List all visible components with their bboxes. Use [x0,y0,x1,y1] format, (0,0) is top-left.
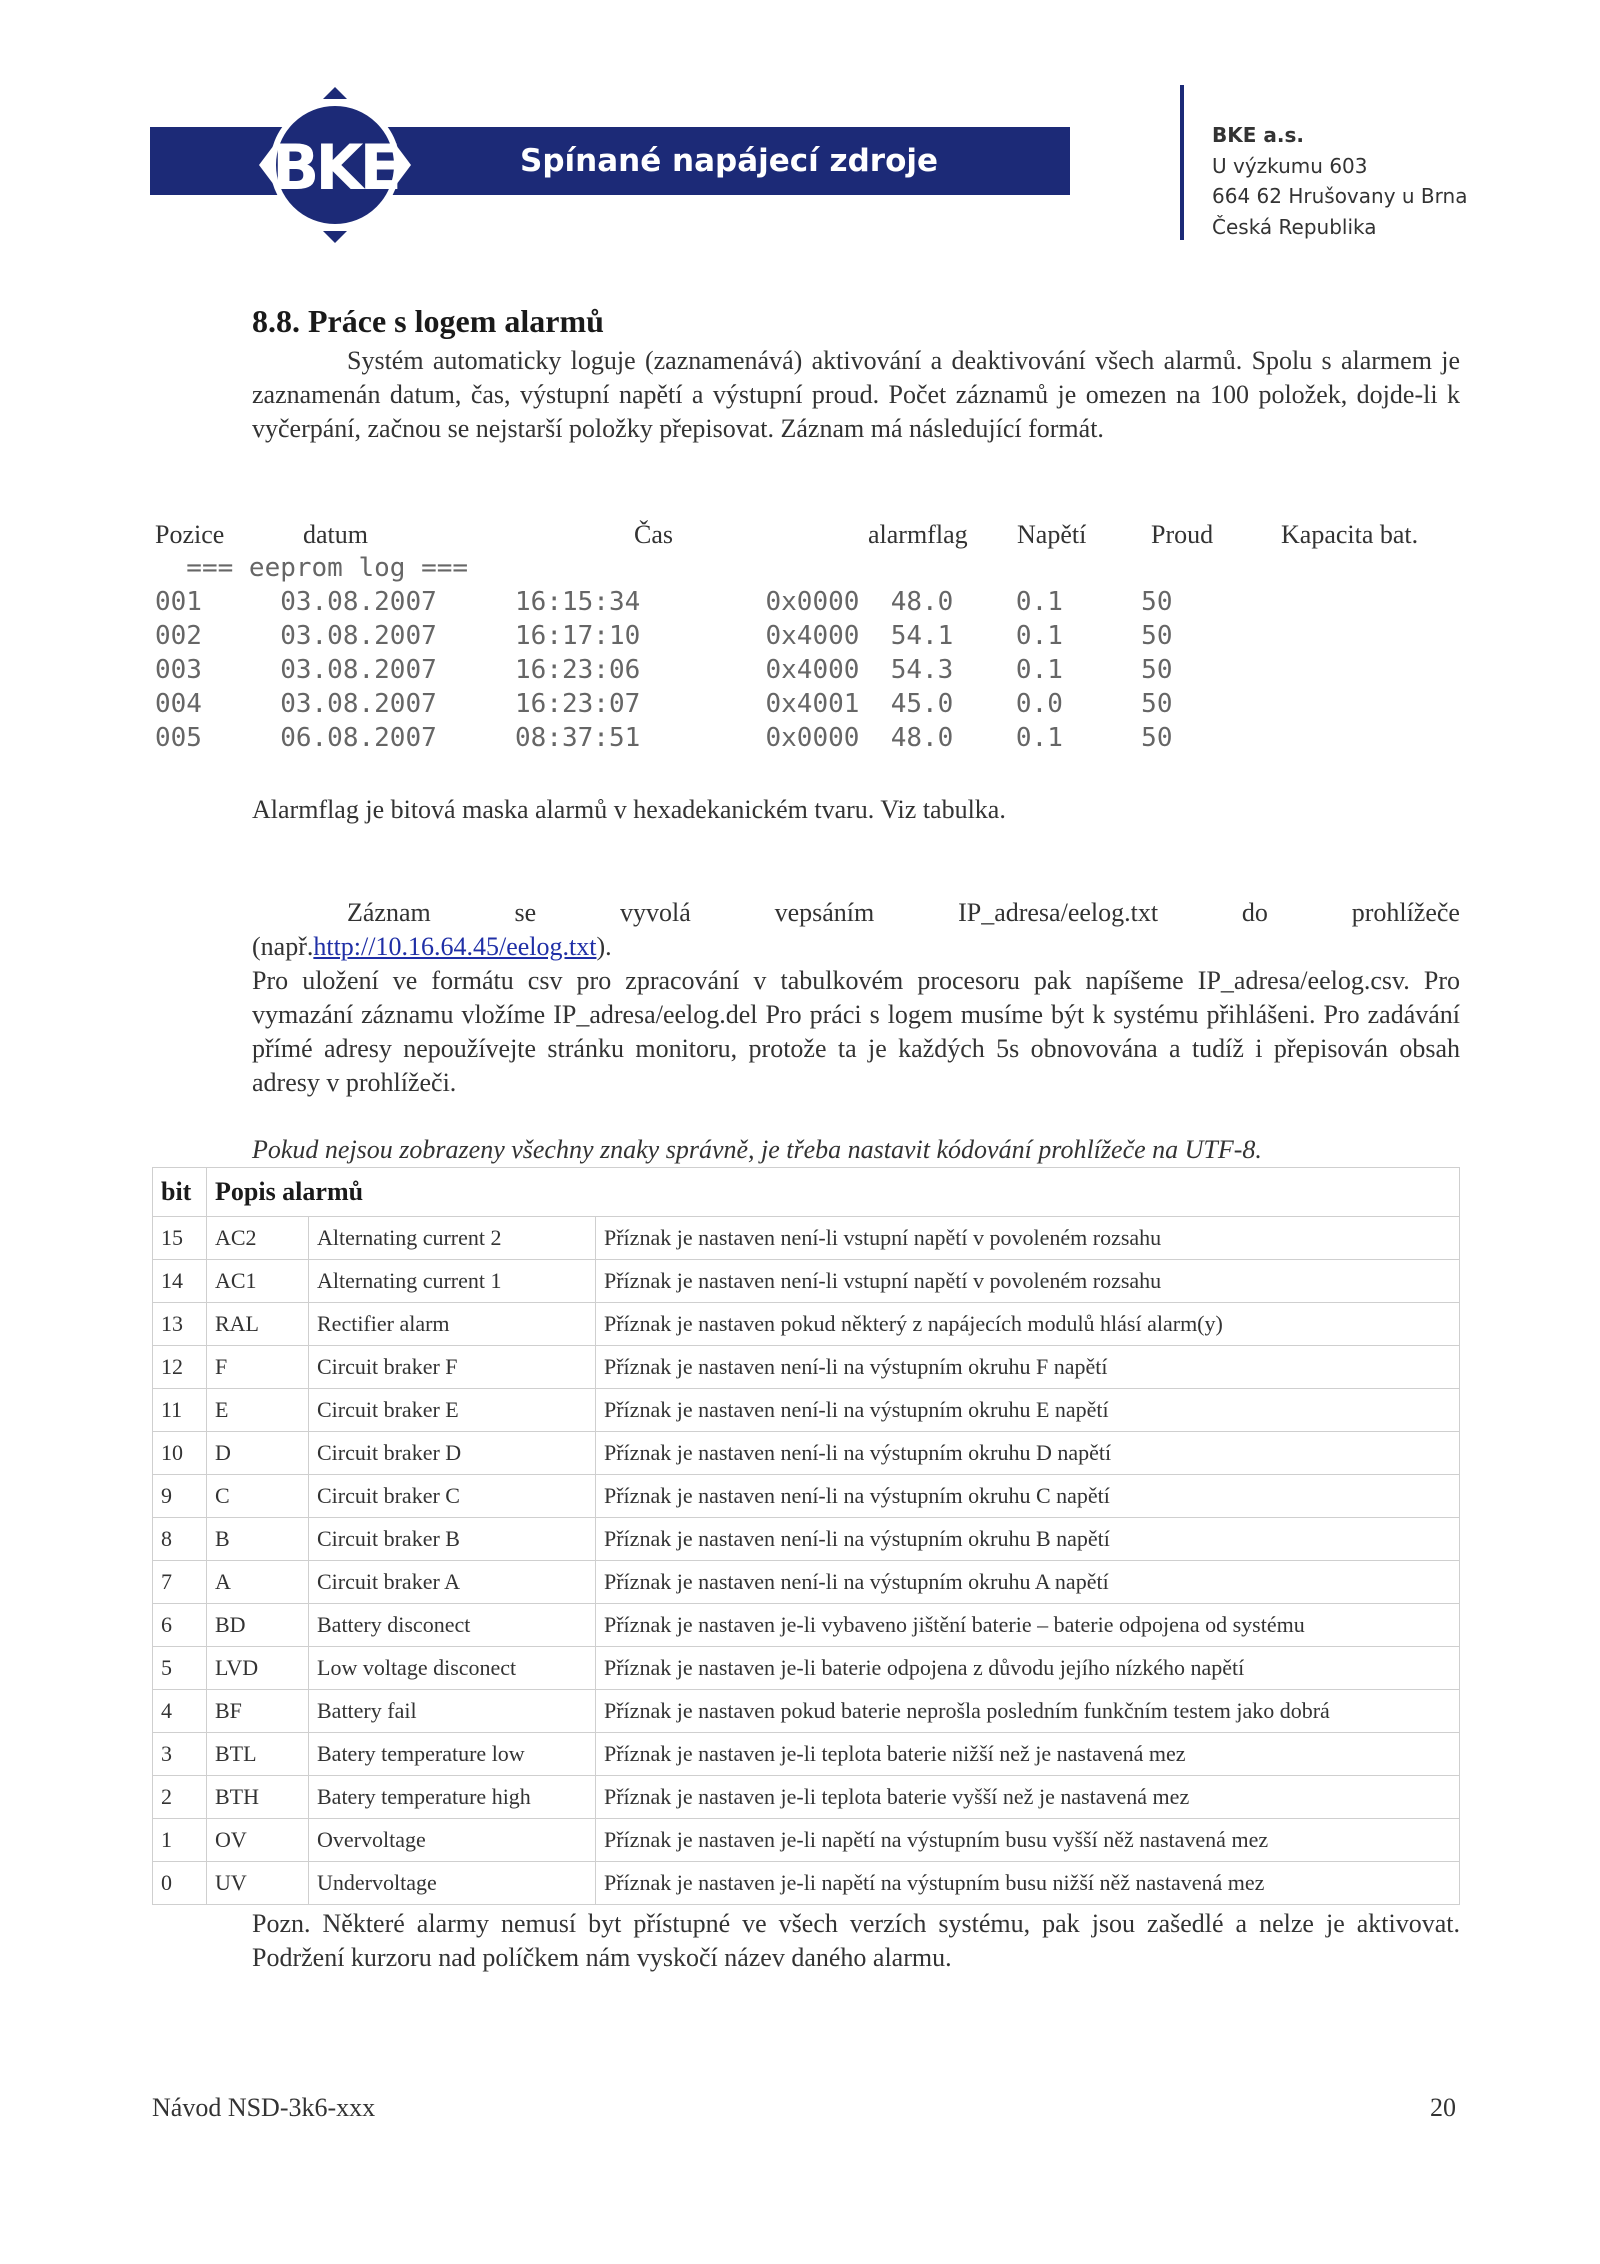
alarm-row [153,1475,1460,1518]
encoding-note: Pokud nejsou zobrazeny všechny znaky správně, je třeba nastavit kódování prohlížeče na UTF-8. [252,1135,1262,1164]
log-row: 001 03.08.2007 16:15:34 0x0000 48.0 0.1 50 [155,587,1173,617]
record-call-paragraph [252,896,1460,1100]
alarm-code: D [207,1432,309,1475]
alarmflag-note: Alarmflag je bitová maska alarmů v hexadekanickém tvaru. Viz tabulka. [252,795,1006,824]
log-header-alarmflag: alarmflag [868,520,968,549]
footer-document-name: Návod NSD-3k6-xxx [152,2093,376,2122]
alarm-description: Příznak je nastaven pokud některý z napájecích modulů hlásí alarm(y) [596,1303,1460,1346]
word: prohlížeče [1351,898,1460,927]
log-banner: === eeprom log === [155,553,469,583]
alarm-description: Příznak je nastaven je-li baterie odpojena z důvodu jejího nízkého napětí [596,1647,1460,1690]
alarm-code: E [207,1389,309,1432]
example-suffix: ). [596,932,612,961]
alarm-code: AC2 [207,1217,309,1260]
alarm-row [153,1389,1460,1432]
header-description: Popis alarmů [207,1168,596,1217]
alarm-name: Circuit braker F [309,1346,596,1389]
word: IP_adresa/eelog.txt [958,898,1159,927]
alarm-row [153,1217,1460,1260]
section-heading: 8.8. Práce s logem alarmů [252,303,604,339]
alarm-row [153,1819,1460,1862]
log-row: 005 06.08.2007 08:37:51 0x0000 48.0 0.1 50 [155,723,1173,753]
alarm-name: Circuit braker A [309,1561,596,1604]
alarm-name: Batery temperature low [309,1733,596,1776]
alarm-row [153,1776,1460,1819]
intro-text: Systém automaticky loguje (zaznamenává) aktivování a deaktivování všech alarmů. Spolu s alarmem je zaznamenán datum, čas, výstupní napětí a výstupní proud. Počet záznamů je omezen na 100 položek, dojde-li k vyčerpání, začnou se nejstarší položky přepisovat. Záznam má následující formát. [252,346,1460,443]
alarm-bit: 15 [153,1217,207,1260]
alarm-description: Příznak je nastaven není-li vstupní napětí v povoleném rozsahu [596,1260,1460,1303]
alarm-bit: 14 [153,1260,207,1303]
alarm-bit: 5 [153,1647,207,1690]
alarm-row [153,1647,1460,1690]
alarm-bit: 2 [153,1776,207,1819]
alarm-row [153,1561,1460,1604]
alarm-name: Circuit braker E [309,1389,596,1432]
word: do [1241,898,1268,927]
alarm-bit: 9 [153,1475,207,1518]
alarm-code: BF [207,1690,309,1733]
alarm-description: Příznak je nastaven není-li na výstupním okruhu A napětí [596,1561,1460,1604]
alarm-table [152,1167,1460,1905]
alarm-code: AC1 [207,1260,309,1303]
log-row: 004 03.08.2007 16:23:07 0x4001 45.0 0.0 50 [155,689,1173,719]
alarm-description: Příznak je nastaven není-li vstupní napětí v povoleném rozsahu [596,1217,1460,1260]
log-column-headers [0,520,1600,554]
log-header-proud: Proud [1151,520,1214,549]
company-address [1212,120,1467,242]
alarm-name: Circuit braker C [309,1475,596,1518]
alarm-name: Circuit braker B [309,1518,596,1561]
alarm-code: BD [207,1604,309,1647]
alarm-description: Příznak je nastaven není-li na výstupním okruhu B napětí [596,1518,1460,1561]
alarm-bit: 0 [153,1862,207,1905]
alarm-row [153,1303,1460,1346]
alarm-bit: 1 [153,1819,207,1862]
alarm-name: Batery temperature high [309,1776,596,1819]
alarm-name: Rectifier alarm [309,1303,596,1346]
alarm-name: Battery disconect [309,1604,596,1647]
alarm-description: Příznak je nastaven není-li na výstupním okruhu E napětí [596,1389,1460,1432]
alarm-name: Overvoltage [309,1819,596,1862]
alarm-description: Příznak je nastaven není-li na výstupním okruhu F napětí [596,1346,1460,1389]
log-header-napeti: Napětí [1017,520,1087,549]
header-bit: bit [153,1168,207,1217]
alarm-bit: 12 [153,1346,207,1389]
alarm-code: F [207,1346,309,1389]
alarm-name: Circuit braker D [309,1432,596,1475]
logo-text: BKE [272,131,398,204]
log-row: 002 03.08.2007 16:17:10 0x4000 54.1 0.1 50 [155,621,1173,651]
page-number: 20 [1430,2093,1456,2122]
record-call-first-line [252,896,1460,930]
alarm-description: Příznak je nastaven je-li napětí na výstupním busu nižší něž nastavená mez [596,1862,1460,1905]
log-header-kapacita: Kapacita bat. [1281,520,1419,549]
example-prefix: (např. [252,932,314,961]
word: vyvolá [620,898,691,927]
header-divider [1180,85,1184,240]
company-name: BKE a.s. [1212,123,1304,147]
alarm-description: Příznak je nastaven pokud baterie neprošla posledním funkčním testem jako dobrá [596,1690,1460,1733]
alarm-description: Příznak je nastaven je-li teplota baterie vyšší než je nastavená mez [596,1776,1460,1819]
record-call-body: Pro uložení ve formátu csv pro zpracování v tabulkovém procesoru pak napíšeme IP_adresa/eelog.csv. Pro vymazání záznamu vložíme IP_adresa/eelog.del Pro práci s logem musíme být k systému přihlášeni. Pro zadávání přímé adresy nepoužívejte stránku monitoru, protože ta je každých 5s obnovována a tudíž i přepisován obsah adresy v prohlížeči. [252,966,1460,1097]
eelog-link[interactable]: http://10.16.64.45/eelog.txt [313,932,597,961]
alarm-bit: 10 [153,1432,207,1475]
alarm-name: Undervoltage [309,1862,596,1905]
alarm-description: Příznak je nastaven je-li teplota baterie nižší než je nastavená mez [596,1733,1460,1776]
alarm-description: Příznak je nastaven není-li na výstupním okruhu D napětí [596,1432,1460,1475]
word: se [514,898,537,927]
alarm-row [153,1733,1460,1776]
footnote: Pozn. Některé alarmy nemusí byt přístupné ve všech verzích systému, pak jsou zašedlé a nelze je aktivovat. Podržení kurzoru nad políčkem nám vyskočí název daného alarmu. [252,1909,1460,1972]
alarm-description: Příznak je nastaven je-li vybaveno jištění baterie – baterie odpojena od systému [596,1604,1460,1647]
alarm-name: Alternating current 1 [309,1260,596,1303]
bke-logo [245,85,425,245]
alarm-bit: 13 [153,1303,207,1346]
alarm-code: UV [207,1862,309,1905]
alarm-row [153,1518,1460,1561]
alarm-row [153,1690,1460,1733]
intro-paragraph [252,344,1460,446]
alarm-name: Battery fail [309,1690,596,1733]
alarm-description: Příznak je nastaven je-li napětí na výstupním busu vyšší něž nastavená mez [596,1819,1460,1862]
alarm-row [153,1346,1460,1389]
alarm-code: BTL [207,1733,309,1776]
alarm-bit: 8 [153,1518,207,1561]
address-line: 664 62 Hrušovany u Brna [1212,184,1468,208]
alarm-bit: 6 [153,1604,207,1647]
alarm-code: OV [207,1819,309,1862]
alarm-code: BTH [207,1776,309,1819]
header-title: Spínané napájecí zdroje [520,143,939,179]
address-line: U výzkumu 603 [1212,153,1368,178]
alarm-bit: 7 [153,1561,207,1604]
alarm-name: Low voltage disconect [309,1647,596,1690]
alarm-code: B [207,1518,309,1561]
alarm-code: A [207,1561,309,1604]
header-empty [596,1168,1460,1217]
alarm-bit: 4 [153,1690,207,1733]
record-call-example-line [252,930,1460,964]
alarm-code: LVD [207,1647,309,1690]
log-row: 003 03.08.2007 16:23:06 0x4000 54.3 0.1 50 [155,655,1173,685]
alarm-row [153,1432,1460,1475]
alarm-row [153,1862,1460,1905]
alarm-bit: 11 [153,1389,207,1432]
alarm-row [153,1604,1460,1647]
address-line: Česká Republika [1212,214,1377,239]
log-header-cas: Čas [634,520,673,549]
alarm-table-header [153,1168,1460,1217]
alarm-row [153,1260,1460,1303]
alarm-name: Alternating current 2 [309,1217,596,1260]
word: vepsáním [774,898,875,927]
log-header-datum: datum [303,520,368,549]
alarm-bit: 3 [153,1733,207,1776]
alarm-code: RAL [207,1303,309,1346]
word: Záznam [347,898,431,927]
alarm-description: Příznak je nastaven není-li na výstupním okruhu C napětí [596,1475,1460,1518]
log-header-pozice: Pozice [155,520,225,549]
alarm-code: C [207,1475,309,1518]
